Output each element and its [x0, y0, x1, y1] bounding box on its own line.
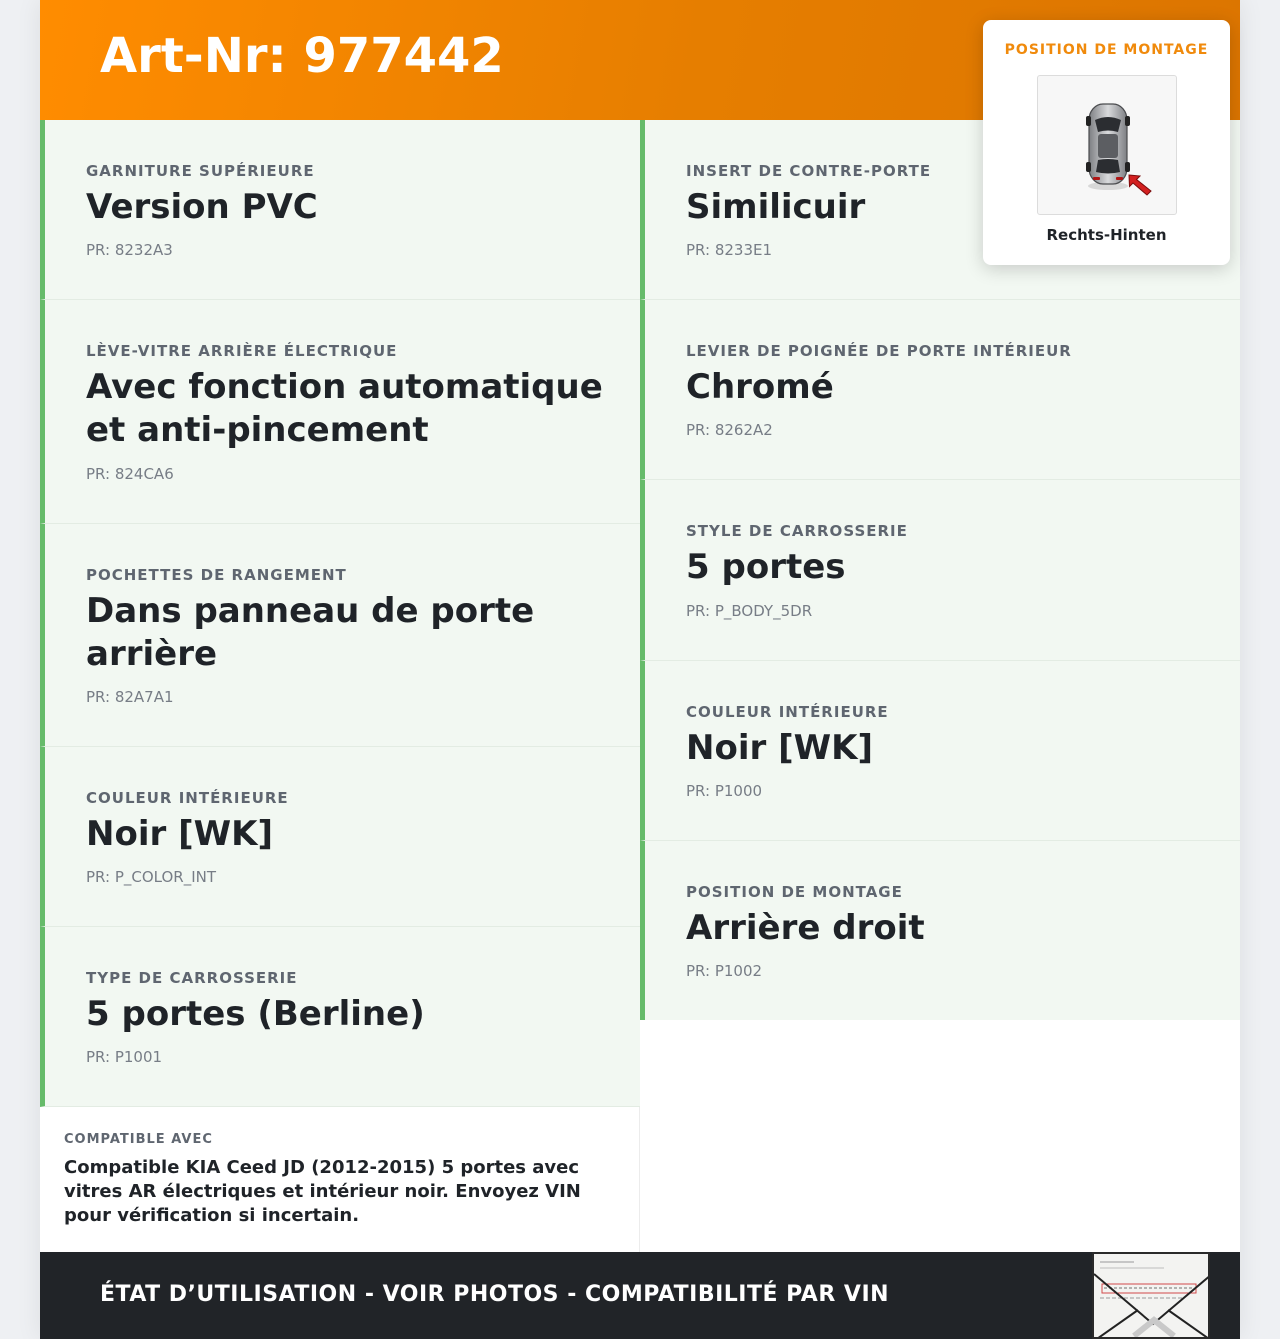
spec-value: 5 portes	[686, 547, 846, 587]
spec-label: POSITION DE MONTAGE	[686, 883, 903, 901]
compatibility-text: Compatible KIA Ceed JD (2012-2015) 5 portes avec vitres AR électriques et intérieur noir. Envoyez VIN pour vérification si incertain.	[64, 1157, 581, 1226]
footer-bar	[40, 1252, 1240, 1339]
spec-pr-code: PR: P_BODY_5DR	[686, 602, 813, 620]
spec-cell	[40, 524, 640, 747]
spec-pr-code: PR: 8232A3	[86, 241, 173, 259]
spec-cell	[640, 480, 1240, 661]
spec-value: Noir [WK]	[686, 728, 873, 768]
spec-value: Version PVC	[86, 187, 318, 227]
article-number-title: Art-Nr: 977442	[100, 28, 504, 84]
spec-label: COULEUR INTÉRIEURE	[86, 789, 289, 807]
position-card-caption: Rechts-Hinten	[1046, 226, 1167, 244]
car-position-image	[1037, 75, 1177, 215]
arrow-marker-icon	[1126, 172, 1156, 198]
position-card-title: POSITION DE MONTAGE	[1004, 42, 1209, 58]
spec-label: COULEUR INTÉRIEURE	[686, 703, 889, 721]
spec-cell	[640, 841, 1240, 1020]
spec-label: TYPE DE CARROSSERIE	[86, 969, 298, 987]
spec-value: Chromé	[686, 367, 834, 407]
spec-pr-code: PR: 8233E1	[686, 241, 773, 259]
spec-pr-code: PR: 8262A2	[686, 421, 773, 439]
spec-label: LÈVE-VITRE ARRIÈRE ÉLECTRIQUE	[86, 342, 398, 360]
spec-value: Noir [WK]	[86, 814, 273, 854]
document-envelope-icon[interactable]	[1092, 1252, 1210, 1339]
spec-cell	[40, 927, 640, 1107]
spec-cell	[40, 747, 640, 927]
spec-value: Similicuir	[686, 187, 866, 227]
spec-label: GARNITURE SUPÉRIEURE	[86, 162, 315, 180]
spec-pr-code: PR: 82A7A1	[86, 688, 174, 706]
spec-value: Dans panneau de porte arrière	[86, 591, 535, 674]
spec-cell	[640, 661, 1240, 841]
spec-pr-code: PR: P1001	[86, 1048, 163, 1066]
spec-label: POCHETTES DE RANGEMENT	[86, 566, 347, 584]
spec-pr-code: PR: P1002	[686, 962, 763, 980]
compatibility-label: COMPATIBLE AVEC	[64, 1132, 213, 1147]
spec-cell	[40, 120, 640, 300]
spec-value: Avec fonction automatique et anti-pincement	[86, 367, 603, 450]
spec-cell	[40, 300, 640, 524]
footer-text: ÉTAT D’UTILISATION - VOIR PHOTOS - COMPATIBILITÉ PAR VIN	[100, 1282, 890, 1307]
compatibility-section	[40, 1107, 640, 1252]
spec-label: LEVIER DE POIGNÉE DE PORTE INTÉRIEUR	[686, 342, 1072, 360]
mounting-position-card	[983, 20, 1230, 265]
left-spec-column	[40, 120, 640, 1107]
spec-value: Arrière droit	[686, 908, 925, 948]
spec-pr-code: PR: P_COLOR_INT	[86, 868, 217, 886]
spec-pr-code: PR: P1000	[686, 782, 763, 800]
spec-cell	[640, 300, 1240, 480]
spec-label: INSERT DE CONTRE-PORTE	[686, 162, 932, 180]
spec-value: 5 portes (Berline)	[86, 994, 425, 1034]
spec-label: STYLE DE CARROSSERIE	[686, 522, 908, 540]
car-top-view-icon	[1038, 76, 1178, 216]
spec-pr-code: PR: 824CA6	[86, 465, 174, 483]
